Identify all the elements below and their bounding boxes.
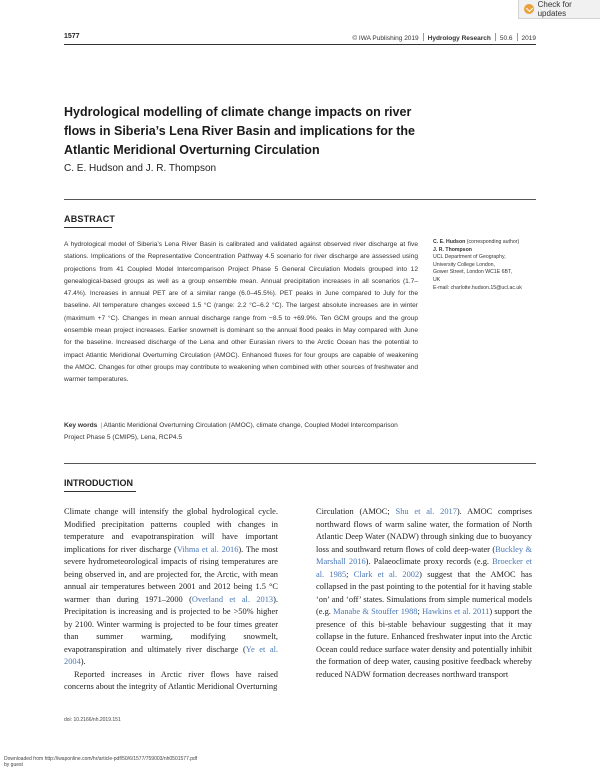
body-column-right <box>316 506 532 681</box>
affiliation-line: UK <box>433 276 441 283</box>
co-author: J. R. Thompson <box>433 246 472 253</box>
download-note <box>4 756 197 768</box>
keywords-label: Key words <box>64 422 98 429</box>
author-affiliation <box>433 239 543 292</box>
text-run: ). The most severe hydrometeorological impacts of rising temperatures are being observed in, and are projected for, the Arctic, with mean annual air temperatures between 2001 and 2012 being 1.5 °C warmer than during 1971–2000 ( <box>64 544 278 604</box>
introduction-heading: INTRODUCTION <box>64 478 133 488</box>
abstract-text: A hydrological model of Siberia’s Lena River Basin is calibrated and validated against observed river discharge at five stations. Implications of the Representative Concentration Pathway 4.5 scenario for river discharge are assessed using projections from 41 Coupled Model Intercomparison Project Phase 5 General Circulation Models grouped into 12 genealogical-based groups as well as a group ensemble mean. Annual precipitation increases in all scenarios (1.7–47.4%). Increases in annual PET are of a similar range (6.0–45.5%). PET peaks in June compared to July for the baseline. All temperature changes exceed 1.5 °C (range: 2.2 °C–6.2 °C). The largest absolute increases are in winter (maximum +7 °C). Changes in mean annual discharge range from −8.5 to +69.9%. Ten GCM groups and the group ensemble mean project increases. Earlier snowmelt is dominant so the annual flood peaks in May compared with June for the baseline. Increased discharge of the Lena and other Eurasian rivers to the Arctic Ocean has the potential to impact Atlantic Meridional Overturning Circulation (AMOC). Enhanced fluxes for four groups are capable of weakening the AMOC. Changes for other groups may contribute to weakening when combined with other sources of freshwater and warmer temperatures. <box>64 241 418 384</box>
check-for-updates-button[interactable] <box>518 0 600 19</box>
section-rule <box>64 199 536 200</box>
citation-link[interactable]: Shu et al. 2017 <box>395 507 457 516</box>
publisher: © IWA Publishing 2019 <box>352 35 419 42</box>
text-run: Climate change will intensify the global hydrological cycle. Modified precipitation patterns coupled with changes in temperature and evapotranspiration will have important implications for river discharge ( <box>64 507 278 554</box>
citation-link[interactable]: Hawkins et al. 2011 <box>422 607 490 616</box>
citation-link[interactable]: Clark et al. 2002 <box>353 569 420 579</box>
citation-link[interactable]: Manabe & Stouffer 1988 <box>333 607 418 616</box>
paragraph <box>64 506 278 669</box>
text-run: ). Palaeoclimate proxy records (e.g. <box>365 557 493 566</box>
lead-author: C. E. Hudson <box>433 239 466 245</box>
paragraph: Reported increases in Arctic river flows have raised concerns about the integrity of Atlantic Meridional Overturning <box>64 669 278 691</box>
text-run: ). AMOC comprises northward flows of warm saline water, the formation of North Atlantic Deep Water (NADW) through sinking due to buoyancy loss and southward return flows of cold deep-water ( <box>316 507 532 554</box>
journal-header <box>352 33 536 42</box>
affiliation-line: Gower Street, London WC1E 6BT, <box>433 269 513 276</box>
paragraph <box>316 506 532 681</box>
corresponding-note: (corresponding author) <box>466 239 520 245</box>
citation-link[interactable]: Broecker et al. 1985 <box>316 557 532 579</box>
heading-underline <box>64 491 136 492</box>
keywords-text: Atlantic Meridional Overturning Circulation (AMOC), climate change, Coupled Model Intercomparison Project Phase 5 (CMIP5), Lena, RCP4.5 <box>64 422 398 442</box>
check-updates-icon <box>524 4 534 14</box>
page-number: 1577 <box>64 33 80 40</box>
text-run: ; <box>417 607 423 616</box>
body-column-left <box>64 506 278 694</box>
affiliation-line: University College London, <box>433 261 495 268</box>
section-rule <box>64 463 536 464</box>
year: 2019 <box>521 35 536 42</box>
journal-name: Hydrology Research <box>427 35 491 42</box>
paper-title: Hydrological modelling of climate change impacts on river flows in Siberia’s Lena River Basin and implications for the Atlantic Meridional Overturning Circulation <box>64 105 416 157</box>
download-guest: by guest <box>4 762 23 768</box>
text-run: ). Precipitation is increasing and is projected to be >50% higher by 2100. Winter warming is projected to be four times greater than summer warming, modifying snowmelt, evapotranspiration and ultimately river discharge ( <box>64 594 279 654</box>
affiliation-line: UCL Department of Geography, <box>433 254 506 261</box>
keywords: Key words | Atlantic Meridional Overturning Circulation (AMOC), climate change, Coupled Model Intercomparison Project Phase 5 (CMIP5), Lena, RCP4.5 <box>64 422 398 442</box>
text-run: Circulation (AMOC; <box>316 507 396 516</box>
heading-underline <box>64 227 112 228</box>
check-updates-label: Check for updates <box>537 0 572 18</box>
text-run: ) suggest that the AMOC has collapsed in the past pointing to the potential for it having stable ‘on’ and ‘off’ states. Simulations from simple numerical models (e.g. <box>316 569 533 616</box>
citation-link[interactable]: Overland et al. 2013 <box>191 594 274 604</box>
text-run: ). <box>80 657 86 666</box>
citation-link[interactable]: Buckley & Marshall 2016 <box>316 544 532 566</box>
doi: doi: 10.2166/nh.2019.151 <box>64 717 121 723</box>
header-rule <box>64 44 536 45</box>
download-url: Downloaded from http://iwaponline.com/hr/article-pdf/50/6/1577/759003/nh0501577.pdf <box>4 756 198 762</box>
volume: 50.6 <box>499 35 513 42</box>
citation-link[interactable]: Ye et al. 2004 <box>64 644 278 666</box>
authors: C. E. Hudson and J. R. Thompson <box>64 163 217 174</box>
abstract-heading: ABSTRACT <box>64 214 116 224</box>
text-run: ; <box>346 569 354 579</box>
author-email: E-mail: charlotte.hudson.15@ucl.ac.uk <box>433 284 522 291</box>
citation-link[interactable]: Vihma et al. 2016 <box>176 544 239 554</box>
text-run: ) support the presence of this bi-stable behaviour suggesting that it may collapse in the future. Enhanced freshwater input into the Arctic Ocean could reduce surface water density and potentially inhibit the formation of deep water, causing positive feedback whereby reduced NADW formation decreases northward transport <box>316 607 532 679</box>
